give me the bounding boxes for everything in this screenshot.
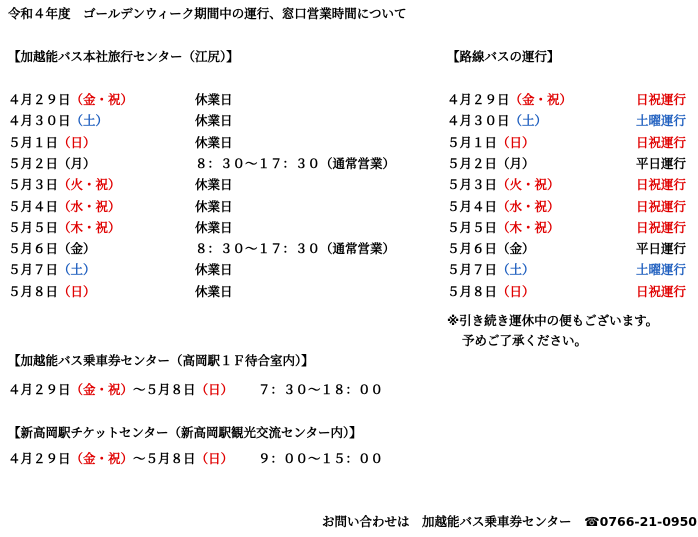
right-date xyxy=(447,135,535,151)
contact-org: 加越能バス乗車券センター xyxy=(422,514,572,529)
right-row xyxy=(0,284,698,300)
right-row xyxy=(0,262,698,278)
right-row xyxy=(0,92,698,108)
left-day-text: （木・祝） xyxy=(58,219,121,235)
takaoka-date-end: ５月８日 xyxy=(145,382,196,397)
left-date-text: ４月２９日 xyxy=(8,92,71,107)
left-day-text: （日） xyxy=(58,283,96,299)
left-date-text: ５月７日 xyxy=(8,262,59,278)
right-day-text: （金・祝） xyxy=(509,92,573,107)
right-date-text: ５月３日 xyxy=(447,177,498,193)
right-date xyxy=(447,177,560,193)
left-day-text: （土） xyxy=(70,113,109,129)
right-day-text: （日） xyxy=(497,134,535,150)
left-status: 休業日 xyxy=(195,134,233,150)
right-date-text: ５月８日 xyxy=(447,283,498,299)
left-date-text: ５月１日 xyxy=(8,134,59,150)
right-day-text: （土） xyxy=(509,113,548,129)
left-heading: 【加越能バス本社旅行センター（江尻）】 xyxy=(8,49,239,64)
right-date xyxy=(447,92,572,108)
shintakaoka-date-end: ５月８日 xyxy=(145,451,196,466)
right-date-text: ５月４日 xyxy=(447,198,498,214)
left-date-text: ５月２日 xyxy=(8,155,59,171)
right-row xyxy=(0,177,698,193)
left-status: 休業日 xyxy=(195,92,233,107)
right-date xyxy=(447,199,560,215)
right-date-text: ５月５日 xyxy=(447,219,498,235)
left-date-text: ５月５日 xyxy=(8,219,59,235)
right-date-text: ４月２９日 xyxy=(447,92,510,107)
shintakaoka-day-end: （日） xyxy=(195,451,234,466)
left-day-text: （月） xyxy=(58,155,96,171)
shintakaoka-heading: 【新高岡駅チケットセンター（新高岡駅観光交流センター内）】 xyxy=(8,425,362,440)
right-row xyxy=(0,220,698,236)
right-row xyxy=(0,241,698,257)
right-status: 平日運行 xyxy=(635,241,686,257)
left-status: 休業日 xyxy=(195,262,233,278)
route-note-line1: ※引き続き運休中の便もございます。 xyxy=(447,313,659,328)
left-day-text: （日） xyxy=(58,134,96,150)
right-date xyxy=(447,241,535,257)
route-note-line2: 予めご了承ください。 xyxy=(462,333,588,348)
right-day-text: （日） xyxy=(497,283,535,299)
left-status: 休業日 xyxy=(195,198,233,214)
footer-contact xyxy=(322,514,697,530)
left-status: ８：３０～１７：３０（通常営業） xyxy=(195,155,396,171)
right-day-text: （月） xyxy=(497,155,535,171)
right-status: 日祝運行 xyxy=(635,198,686,214)
shintakaoka-date-start: ４月２９日 xyxy=(8,451,71,466)
right-date xyxy=(447,284,535,300)
right-date xyxy=(447,156,535,172)
right-day-text: （土） xyxy=(497,262,535,278)
left-status: 休業日 xyxy=(195,219,233,235)
right-heading: 【路線バスの運行】 xyxy=(447,49,560,64)
shintakaoka-range xyxy=(8,451,233,467)
right-date-text: ５月１日 xyxy=(447,134,498,150)
takaoka-day-start: （金・祝） xyxy=(70,382,134,397)
phone-icon: ☎ xyxy=(584,514,600,529)
right-row xyxy=(0,156,698,172)
right-date xyxy=(447,113,547,129)
right-row xyxy=(0,199,698,215)
right-status: 日祝運行 xyxy=(635,219,686,235)
takaoka-range xyxy=(8,382,233,398)
left-day-text: （火・祝） xyxy=(58,177,121,193)
right-status: 土曜運行 xyxy=(635,262,686,278)
left-status: 休業日 xyxy=(195,283,233,299)
takaoka-day-end: （日） xyxy=(195,382,234,397)
shintakaoka-range-sep: ～ xyxy=(133,451,146,466)
right-status: 日祝運行 xyxy=(635,283,686,299)
takaoka-date-start: ４月２９日 xyxy=(8,382,71,397)
right-day-text: （金） xyxy=(497,241,535,257)
right-date xyxy=(447,220,560,236)
right-row xyxy=(0,135,698,151)
shintakaoka-day-start: （金・祝） xyxy=(70,451,134,466)
left-status: 休業日 xyxy=(195,177,233,193)
right-date-text: ５月２日 xyxy=(447,155,498,171)
page-title: 令和４年度 ゴールデンウィーク期間中の運行、窓口営業時間について xyxy=(8,6,407,21)
right-status: 日祝運行 xyxy=(635,134,686,150)
right-date-text: ５月７日 xyxy=(447,262,498,278)
left-date-text: ５月６日 xyxy=(8,241,59,257)
right-day-text: （火・祝） xyxy=(497,177,560,193)
right-status: 平日運行 xyxy=(635,155,686,171)
right-day-text: （木・祝） xyxy=(497,219,560,235)
left-day-text: （水・祝） xyxy=(58,198,121,214)
phone-number: 0766-21-0950 xyxy=(599,514,697,529)
left-date-text: ４月３０日 xyxy=(8,113,71,129)
left-day-text: （金・祝） xyxy=(70,92,134,107)
right-date-text: ５月６日 xyxy=(447,241,498,257)
takaoka-hours: ７：３０～１８：００ xyxy=(258,382,384,397)
left-status: 休業日 xyxy=(195,113,233,129)
left-date-text: ５月３日 xyxy=(8,177,59,193)
right-status: 日祝運行 xyxy=(635,177,686,193)
left-status: ８：３０～１７：３０（通常営業） xyxy=(195,241,396,257)
right-row xyxy=(0,113,698,129)
shintakaoka-hours: ９：００～１５：００ xyxy=(258,451,384,466)
right-day-text: （水・祝） xyxy=(497,198,560,214)
takaoka-heading: 【加越能バス乗車券センター（高岡駅１Ｆ待合室内）】 xyxy=(8,353,314,368)
left-date-text: ５月８日 xyxy=(8,283,59,299)
left-date-text: ５月４日 xyxy=(8,198,59,214)
right-status: 日祝運行 xyxy=(635,92,686,107)
right-date-text: ４月３０日 xyxy=(447,113,510,129)
right-date xyxy=(447,262,535,278)
left-day-text: （土） xyxy=(58,262,96,278)
contact-label: お問い合わせは xyxy=(322,514,410,529)
right-status: 土曜運行 xyxy=(635,113,686,129)
takaoka-range-sep: ～ xyxy=(133,382,146,397)
left-day-text: （金） xyxy=(58,241,96,257)
